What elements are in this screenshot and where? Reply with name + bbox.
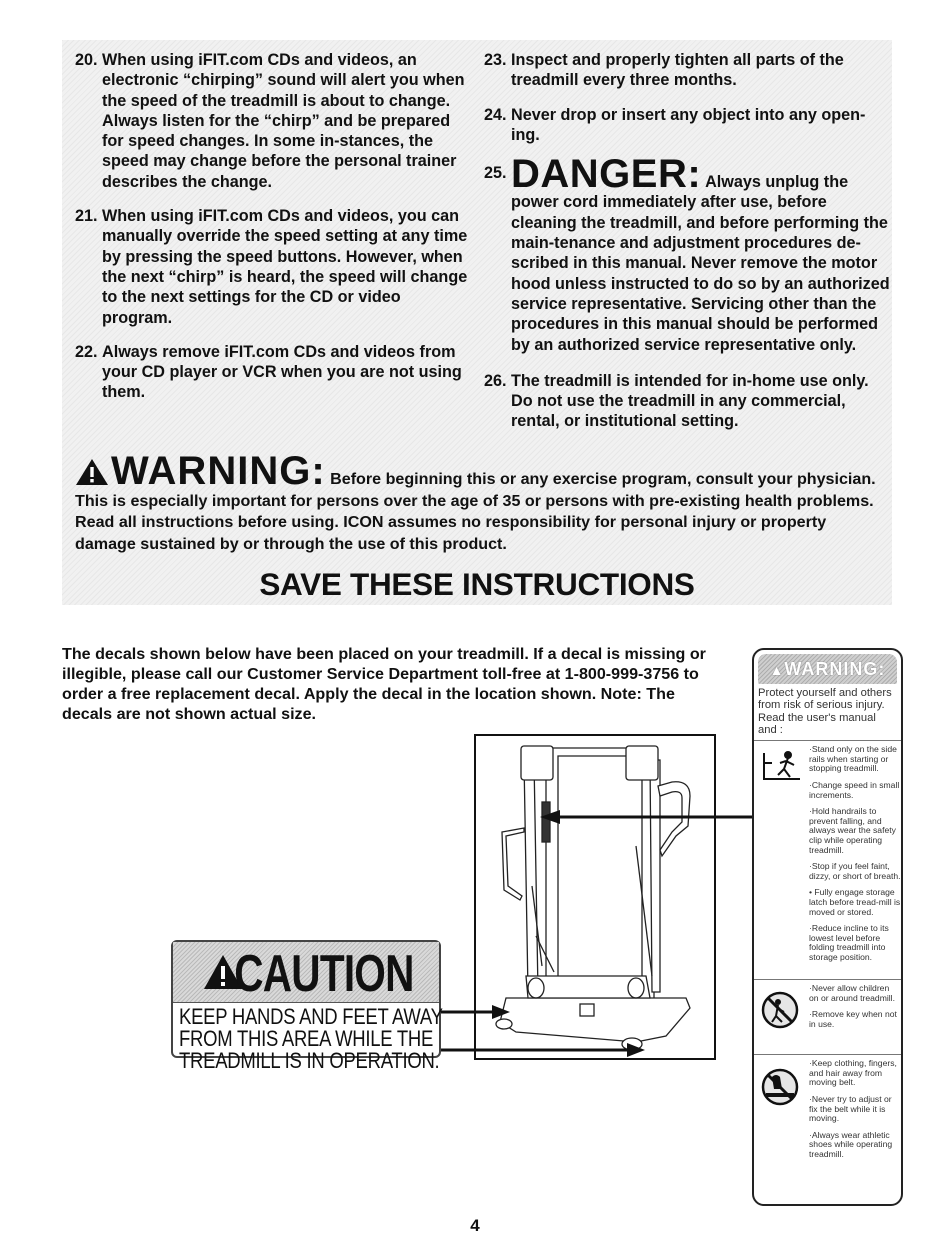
warning-decal-list: [809, 1059, 901, 1159]
item-number: 24.: [484, 105, 507, 124]
caution-message: [173, 1003, 443, 1073]
warning-decal-section: [754, 740, 901, 975]
item-text: Always unplug the power cord immediately after use, before cleaning the treadmill, and before performing the main-tenance and adjustment procedures de-scribed in this manual. Never remove the motor hood unless instructed to do so by an authorized service representative. Servicing other than the procedures in this manual should be performed by an authorized service representative only.: [511, 173, 890, 354]
warning-decal-intro: Protect yourself and others from risk of serious injury. Read the user's manual and :: [758, 687, 892, 736]
item-text: Inspect and properly tighten all parts of the treadmill every three months.: [511, 51, 844, 90]
item-number: 25.: [484, 164, 507, 183]
item-number: 21.: [75, 207, 98, 226]
list-item: ·Change speed in small increments.: [809, 779, 900, 800]
warning-heading: WARNING:: [111, 449, 326, 493]
caution-heading: CAUTION: [234, 945, 414, 1003]
item-number: 23.: [484, 51, 507, 69]
item-number: 26.: [484, 371, 507, 390]
caution-decal: [171, 940, 443, 1073]
item-text: When using iFIT.com CDs and videos, you can manually override the speed setting at any time by pressing the speed buttons. However, when the next “chirp” is heard, the speed will change to the next settings for the CD or video program.: [102, 207, 468, 327]
danger-heading: DANGER:: [511, 152, 702, 197]
list-item: ·Stand only on the side rails when starting or stopping treadmill.: [809, 744, 897, 774]
item-text: The treadmill is intended for in-home use only. Do not use the treadmill in any commercial, rental, or institutional setting.: [511, 371, 869, 431]
no-children-icon: [760, 990, 800, 1030]
warning-decal: [752, 648, 903, 1206]
item-text: When using iFIT.com CDs and videos, an electronic “chirping” sound will alert you when the speed of the treadmill is about to change. Always listen for the “chirp” and be prepared for speed changes. In some in-stances, the speed may change before the personal trainer describes the change.: [102, 51, 465, 191]
warning-decal-list: [809, 984, 901, 1029]
save-instructions-title: SAVE THESE INSTRUCTIONS: [259, 566, 695, 602]
warning-decal-header: [758, 654, 897, 684]
list-item: ·Keep clothing, fingers, and hair away from moving belt.: [809, 1058, 897, 1088]
moving-belt-hazard-icon: [760, 1067, 800, 1107]
caution-line: FROM THIS AREA WHILE THE: [179, 1026, 434, 1051]
caution-line: KEEP HANDS AND FEET AWAY: [179, 1004, 443, 1029]
list-item: ·Remove key when not in use.: [809, 1009, 897, 1029]
list-item: ·Never allow children on or around treadmill.: [809, 983, 895, 1003]
treadmill-user-icon: [760, 749, 804, 785]
item-number: 20.: [75, 51, 98, 69]
warning-decal-title: WARNING:: [784, 659, 886, 679]
warning-decal-section: [754, 1054, 901, 1159]
list-item: ·Stop if you feel faint, dizzy, or short of breath.: [809, 861, 901, 881]
warning-decal-triangle-icon: ▲: [769, 662, 785, 678]
item-text: Always remove iFIT.com CDs and videos from your CD player or VCR when you are not using them.: [102, 342, 462, 402]
list-item: ·Hold handrails to prevent falling, and always wear the safety clip while operating treadmill.: [809, 806, 896, 855]
decals-description: The decals shown below have been placed on your treadmill. If a decal is missing or illegible, please call our Customer Service Department toll-free at 1-800-999-3756 to order a free replacement decal. Apply the decal in the location shown. Note: The decals are not shown actual size.: [62, 645, 706, 723]
item-number: 22.: [75, 342, 98, 361]
warning-text: Before beginning this or any exercise program, consult your physician. This is especially important for persons over the age of 35 or persons with pre-existing health problems. Read all instructions before using. ICON assumes no responsibility for personal injury or property damage sustained by or through the use of this product.: [75, 470, 876, 553]
list-item: ·Always wear athletic shoes while operating treadmill.: [809, 1129, 893, 1159]
list-item: ·Never try to adjust or fix the belt while it is moving.: [809, 1093, 892, 1124]
page-number: 4: [470, 1216, 480, 1235]
list-item: ·Reduce incline to its lowest level before folding treadmill into storage position.: [809, 923, 889, 962]
warning-decal-section: [754, 979, 901, 1050]
caution-line: TREADMILL IS IN OPERATION.: [179, 1048, 440, 1073]
list-item: • Fully engage storage latch before tread-mill is moved or stored.: [809, 887, 901, 917]
caution-header: [173, 942, 439, 1003]
item-text: Never drop or insert any object into any open-ing.: [511, 105, 866, 144]
warning-decal-list: [809, 745, 901, 962]
